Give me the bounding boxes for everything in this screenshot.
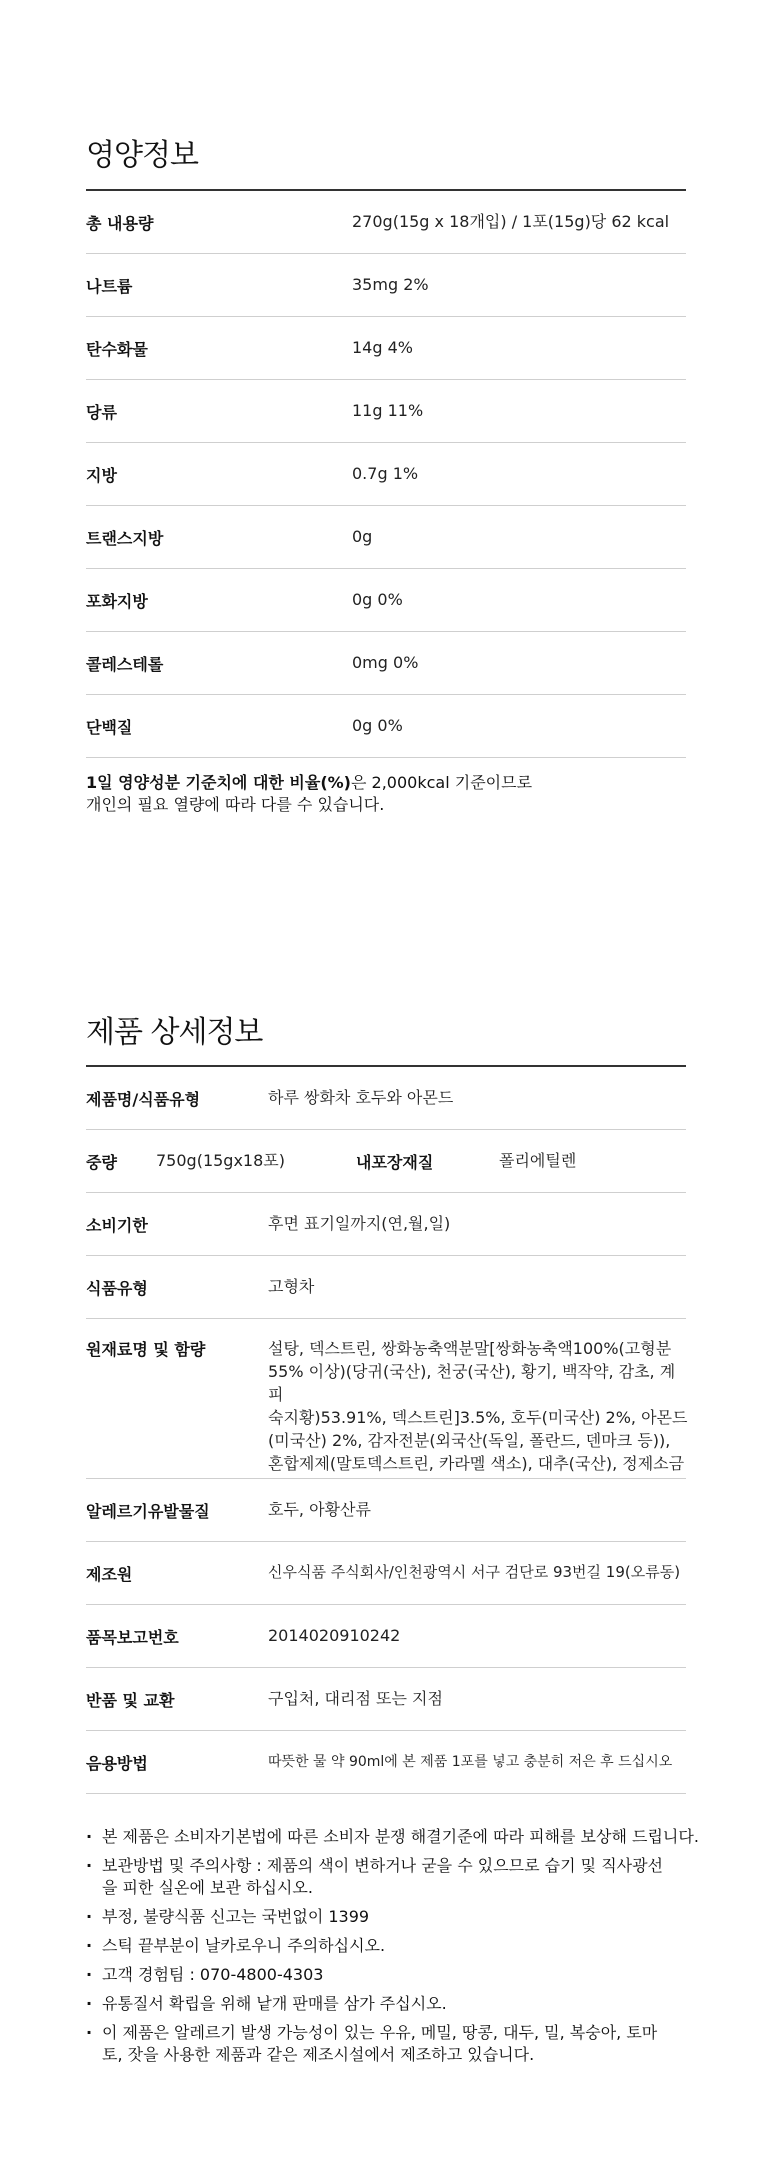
nutrition-value: 0g 0% [352, 716, 403, 735]
maker-label: 제조원 [86, 1565, 133, 1584]
ingredients-line: 혼합제제(말토덱스트린, 카라멜 색소), 대추(국산), 정제소금 [268, 1454, 685, 1473]
nutrition-value: 11g 11% [352, 401, 424, 420]
nutrition-value: 270g(15g x 18개입) / 1포(15g)당 62 kcal [352, 212, 670, 231]
nutrition-label: 단백질 [86, 718, 133, 737]
allergen-row [86, 1479, 686, 1542]
nutrition-note-rest: 은 2,000kcal 기준이므로 [351, 773, 533, 792]
ingredients-value [268, 1337, 688, 1475]
nutrition-label: 총 내용량 [86, 214, 154, 233]
return-label: 반품 및 교환 [86, 1691, 175, 1710]
report-number-value: 2014020910242 [268, 1626, 401, 1645]
usage-value: 따뜻한 물 약 90ml에 본 제품 1포를 넣고 충분히 저은 후 드십시오 [268, 1754, 673, 1770]
ingredients-row [86, 1319, 686, 1479]
nutrition-section [86, 130, 686, 174]
nutrition-note-bold: 1일 영양성분 기준치에 대한 비율(%) [86, 773, 351, 792]
nutrition-value: 0mg 0% [352, 653, 419, 672]
product-name-value: 하루 쌍화차 호두와 아몬드 [268, 1088, 454, 1107]
nutrition-label: 트랜스지방 [86, 529, 164, 548]
nutrition-value: 0g [352, 527, 373, 546]
return-value: 구입처, 대리점 또는 지점 [268, 1689, 443, 1708]
maker-value: 신우식품 주식회사/인천광역시 서구 검단로 93번길 19(오류동) [268, 1563, 681, 1581]
notice-list [86, 1826, 726, 2073]
nutrition-label: 당류 [86, 403, 117, 422]
nutrition-note [86, 772, 686, 816]
nutrition-row [86, 191, 686, 254]
notice-item: · 스틱 끝부분이 날카로우니 주의하십시오. [86, 1935, 726, 1957]
notice-item: · 이 제품은 알레르기 발생 가능성이 있는 우유, 메밀, 땅콩, 대두, 밀, 복숭아, 토마토, 잣을 사용한 제품과 같은 제조시설에서 제조하고 있습니다. [86, 2022, 726, 2066]
weight-packaging-row [86, 1130, 686, 1193]
usage-label: 음용방법 [86, 1754, 148, 1773]
packaging-value: 폴리에틸렌 [499, 1151, 577, 1170]
nutrition-label: 나트륨 [86, 277, 133, 296]
weight-label: 중량 [86, 1153, 117, 1172]
nutrition-label: 포화지방 [86, 592, 148, 611]
nutrition-label: 지방 [86, 466, 117, 485]
nutrition-row [86, 380, 686, 443]
expiry-label: 소비기한 [86, 1216, 148, 1235]
expiry-row [86, 1193, 686, 1256]
nutrition-row [86, 569, 686, 632]
notice-item: · 본 제품은 소비자기본법에 따른 소비자 분쟁 해결기준에 따라 피해를 보상해 드립니다. [86, 1826, 726, 1848]
allergen-value: 호두, 아황산류 [268, 1500, 371, 1519]
expiry-value: 후면 표기일까지(연,월,일) [268, 1214, 451, 1233]
product-title: 제품 상세정보 [86, 1015, 263, 1050]
product-name-row [86, 1067, 686, 1130]
return-row [86, 1668, 686, 1731]
product-section [86, 1007, 686, 1051]
ingredients-line: 숙지황)53.91%, 덱스트린]3.5%, 호두(미국산) 2%, 아몬드 [268, 1408, 688, 1427]
ingredients-label: 원재료명 및 함량 [86, 1340, 206, 1359]
nutrition-value: 35mg 2% [352, 275, 429, 294]
nutrition-table [86, 189, 686, 758]
food-type-value: 고형차 [268, 1277, 315, 1296]
nutrition-label: 콜레스테롤 [86, 655, 164, 674]
nutrition-row [86, 506, 686, 569]
notice-item: · 보관방법 및 주의사항 : 제품의 색이 변하거나 굳을 수 있으므로 습기 및 직사광선을 피한 실온에 보관 하십시오. [86, 1855, 726, 1899]
ingredients-line: 55% 이상)(당귀(국산), 천궁(국산), 황기, 백작약, 감초, 계피 [268, 1362, 676, 1404]
notice-item: · 유통질서 확립을 위해 낱개 판매를 삼가 주십시오. [86, 1993, 726, 2015]
maker-row [86, 1542, 686, 1605]
notice-item: · 고객 경험팀 : 070-4800-4303 [86, 1964, 726, 1986]
ingredients-line: (미국산) 2%, 감자전분(외국산(독일, 폴란드, 덴마크 등)), [268, 1431, 671, 1450]
nutrition-row [86, 632, 686, 695]
weight-value: 750g(15gx18포) [156, 1151, 285, 1170]
food-type-label: 식품유형 [86, 1279, 148, 1298]
packaging-label: 내포장재질 [356, 1153, 434, 1172]
nutrition-row [86, 254, 686, 317]
nutrition-row [86, 443, 686, 506]
allergen-label: 알레르기유발물질 [86, 1502, 210, 1521]
nutrition-value: 14g 4% [352, 338, 413, 357]
report-number-row [86, 1605, 686, 1668]
nutrition-row [86, 695, 686, 758]
usage-row [86, 1731, 686, 1794]
nutrition-value: 0g 0% [352, 590, 403, 609]
nutrition-value: 0.7g 1% [352, 464, 419, 483]
food-type-row [86, 1256, 686, 1319]
nutrition-row [86, 317, 686, 380]
nutrition-label: 탄수화물 [86, 340, 148, 359]
nutrition-title: 영양정보 [86, 138, 198, 173]
product-table [86, 1065, 686, 1794]
report-number-label: 품목보고번호 [86, 1628, 179, 1647]
nutrition-note-line2: 개인의 필요 열량에 따라 다를 수 있습니다. [86, 795, 385, 814]
notice-item: · 부정, 불량식품 신고는 국번없이 1399 [86, 1906, 726, 1928]
ingredients-line: 설탕, 덱스트린, 쌍화농축액분말[쌍화농축액100%(고형분 [268, 1339, 672, 1358]
product-name-label: 제품명/식품유형 [86, 1090, 201, 1109]
